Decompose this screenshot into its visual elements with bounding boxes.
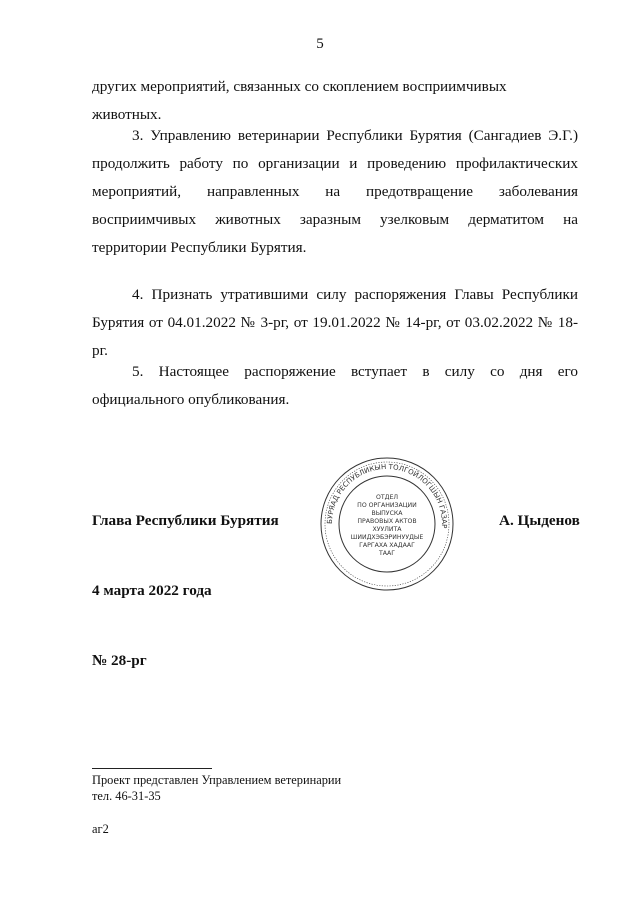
stamp-line: ШИИДХЭБЭРИНУУДЫЕ (350, 534, 424, 541)
signatory-position: Глава Республики Бурятия (92, 512, 279, 529)
stamp-line: ПРАВОВЫХ АКТОВ (357, 518, 417, 525)
footnote-line-1: Проект представлен Управлением ветеринарии (92, 773, 342, 787)
official-seal-stamp (318, 455, 456, 593)
stamp-line: ОТДЕЛ (375, 494, 399, 501)
stamp-line: ХУУЛИТА (372, 526, 402, 533)
signatory-name: А. Цыденов (499, 512, 580, 529)
paragraph-item-3: 3. Управлению ветеринарии Республики Бурятия (Сангадиев Э.Г.) продолжить работу по организации и проведению профилактических мероприятий, направленных на предотвращение заболевания восприимчивых животных заразным узелковым дерматитом на территории Республики Бурятия. (92, 127, 578, 256)
document-date: 4 марта 2022 года (92, 582, 212, 599)
footnote (92, 772, 341, 804)
footnote-divider (92, 768, 212, 769)
paragraph-continuation: других мероприятий, связанных со скоплением восприимчивых животных. (92, 78, 507, 123)
page-number: 5 (316, 36, 324, 52)
paragraph-item-4: 4. Признать утратившими силу распоряжения Главы Республики Бурятия от 04.01.2022 № 3-рг, от 19.01.2022 № 14-рг, от 03.02.2022 № 18-рг. (92, 286, 578, 359)
stamp-line: ПО ОРГАНИЗАЦИИ (357, 502, 417, 509)
document-code: аг2 (92, 822, 109, 836)
paragraph-item-5: 5. Настоящее распоряжение вступает в силу со дня его официального опубликования. (92, 363, 578, 408)
stamp-ring-text: БУРЯАД РЕСПУБЛИКЫН ТОЛГОЙЛОГШЫН ГАЗАР (325, 462, 449, 529)
stamp-line: ГАРГАХА ХАДААГ (359, 542, 415, 549)
document-number: № 28-рг (92, 652, 147, 669)
footnote-line-2: тел. 46-31-35 (92, 789, 161, 803)
stamp-line: ВЫПУСКА (371, 510, 403, 517)
stamp-line: ТААГ (378, 550, 396, 557)
